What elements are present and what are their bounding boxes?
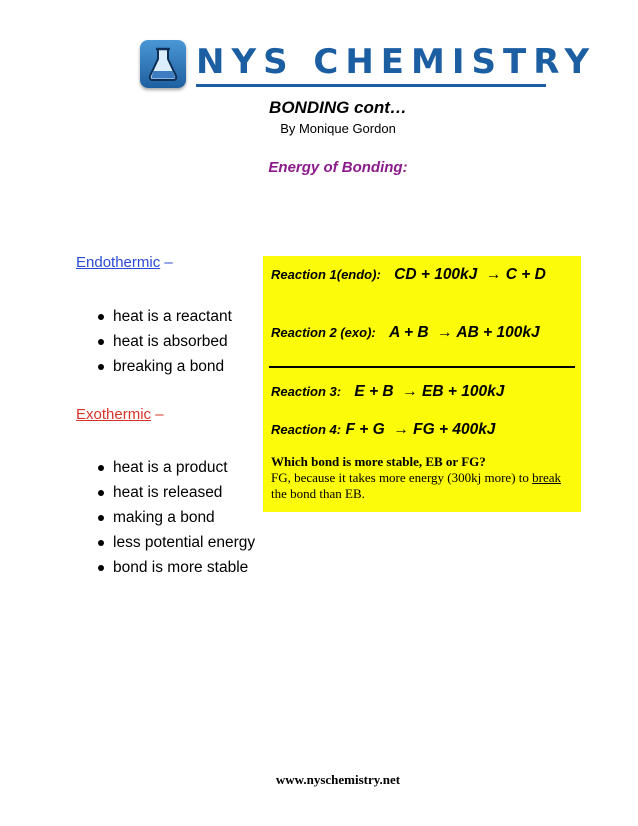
divider	[269, 366, 575, 368]
reaction-box	[263, 256, 581, 512]
flask-icon	[140, 40, 186, 88]
page-title: BONDING cont…	[269, 98, 407, 117]
section-subtitle: Energy of Bonding:	[268, 159, 408, 176]
reaction-2-label: Reaction 2 (exo):	[271, 325, 376, 340]
answer-part: the bond than EB.	[271, 486, 365, 501]
exothermic-list	[93, 455, 255, 580]
list-item: heat is a reactant	[93, 304, 232, 329]
reaction-3	[271, 383, 504, 401]
endothermic-dash: –	[160, 254, 173, 271]
reaction-1-equation: CD + 100kJ → C + D	[394, 266, 546, 283]
answer-text	[271, 470, 571, 502]
list-item: less potential energy	[93, 530, 255, 555]
footer-url: www.nyschemistry.net	[275, 772, 401, 787]
endothermic-heading	[76, 254, 173, 271]
nys-chemistry-logo	[140, 40, 597, 92]
reaction-4-equation: F + G → FG + 400kJ	[345, 421, 496, 438]
reaction-1	[271, 266, 546, 284]
list-item: heat is a product	[93, 455, 255, 480]
answer-underlined-word: break	[532, 470, 562, 485]
endothermic-list	[93, 304, 232, 379]
logo-text: NYS CHEMISTRY	[196, 42, 597, 82]
reaction-2-equation: A + B → AB + 100kJ	[389, 324, 540, 341]
answer-part: FG, because it takes more energy (300kj more) to	[271, 470, 533, 485]
reaction-3-equation: E + B → EB + 100kJ	[354, 383, 505, 400]
list-item: breaking a bond	[93, 354, 232, 379]
list-item: bond is more stable	[93, 555, 255, 580]
logo-underline	[196, 84, 546, 87]
reaction-4	[271, 421, 495, 439]
exothermic-term: Exothermic	[76, 406, 152, 423]
exothermic-heading	[76, 406, 164, 423]
list-item: heat is absorbed	[93, 329, 232, 354]
endothermic-term: Endothermic	[76, 254, 161, 271]
reaction-1-label: Reaction 1(endo):	[271, 267, 381, 282]
list-item: heat is released	[93, 480, 255, 505]
stability-question	[271, 454, 571, 502]
reaction-2	[271, 324, 540, 342]
exothermic-dash: –	[151, 406, 164, 423]
question-text: Which bond is more stable, EB or FG?	[271, 454, 486, 469]
reaction-4-label: Reaction 4:	[271, 422, 342, 437]
list-item: making a bond	[93, 505, 255, 530]
author-line: By Monique Gordon	[280, 121, 396, 136]
reaction-3-label: Reaction 3:	[271, 384, 342, 399]
